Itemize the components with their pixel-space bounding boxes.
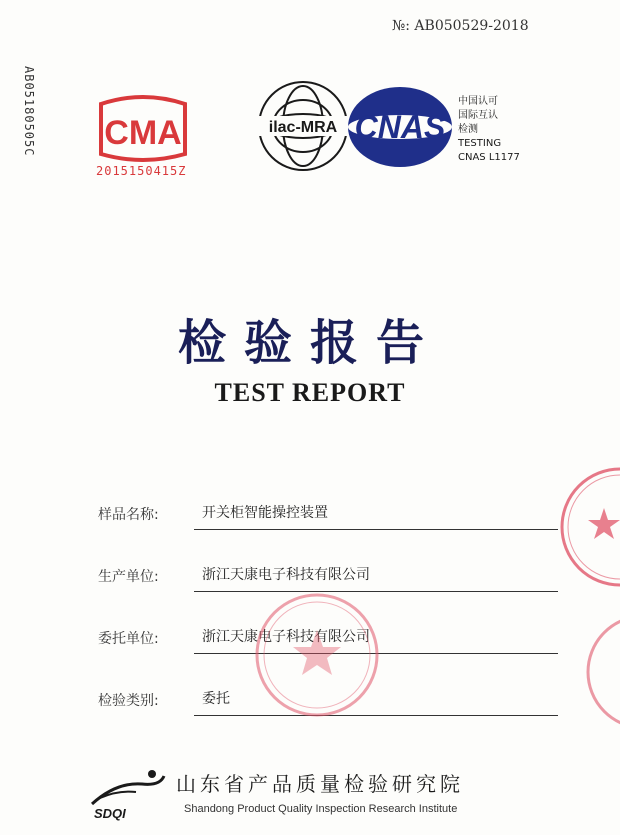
title-english: TEST REPORT — [214, 378, 406, 407]
field-label: 生产单位: — [98, 569, 159, 585]
field-underline — [194, 529, 558, 530]
svg-text:CMA: CMA — [104, 114, 182, 152]
institute-name-chinese: 山东省产品质量检验研究院 — [176, 772, 464, 796]
side-code: AB05180505C — [22, 66, 36, 157]
field-value: 浙江天康电子科技有限公司 — [202, 629, 370, 645]
official-stamp-icon — [252, 590, 382, 720]
field-sample-name — [98, 496, 558, 530]
field-label: 委托单位: — [98, 631, 159, 647]
cnas-accreditation-text: 中国认可 国际互认 检测 TESTING CNAS L1177 — [458, 96, 520, 163]
field-label: 样品名称: — [98, 507, 159, 523]
sdqi-logo-icon — [88, 766, 168, 822]
official-stamp-icon — [582, 602, 620, 742]
field-value: 开关柜智能操控装置 — [202, 505, 328, 521]
cnas-logo-icon — [344, 84, 456, 170]
cnas-text: CNAS — [354, 109, 446, 145]
field-value: 浙江天康电子科技有限公司 — [202, 567, 370, 583]
official-stamp-icon — [552, 462, 620, 592]
sdqi-text: SDQI — [94, 806, 126, 821]
title-chinese: 检验报告 — [177, 315, 442, 371]
ilac-mra-logo-icon — [250, 72, 356, 180]
institute-name-english: Shandong Product Quality Inspection Research Institute — [184, 803, 458, 815]
cma-code: 2015150415Z — [96, 164, 187, 178]
field-label: 检验类别: — [98, 693, 159, 709]
ilac-text: ilac-MRA — [268, 119, 338, 136]
field-value: 委托 — [202, 691, 230, 707]
report-number: №: AB050529-2018 — [392, 18, 529, 34]
field-manufacturer — [98, 558, 558, 592]
